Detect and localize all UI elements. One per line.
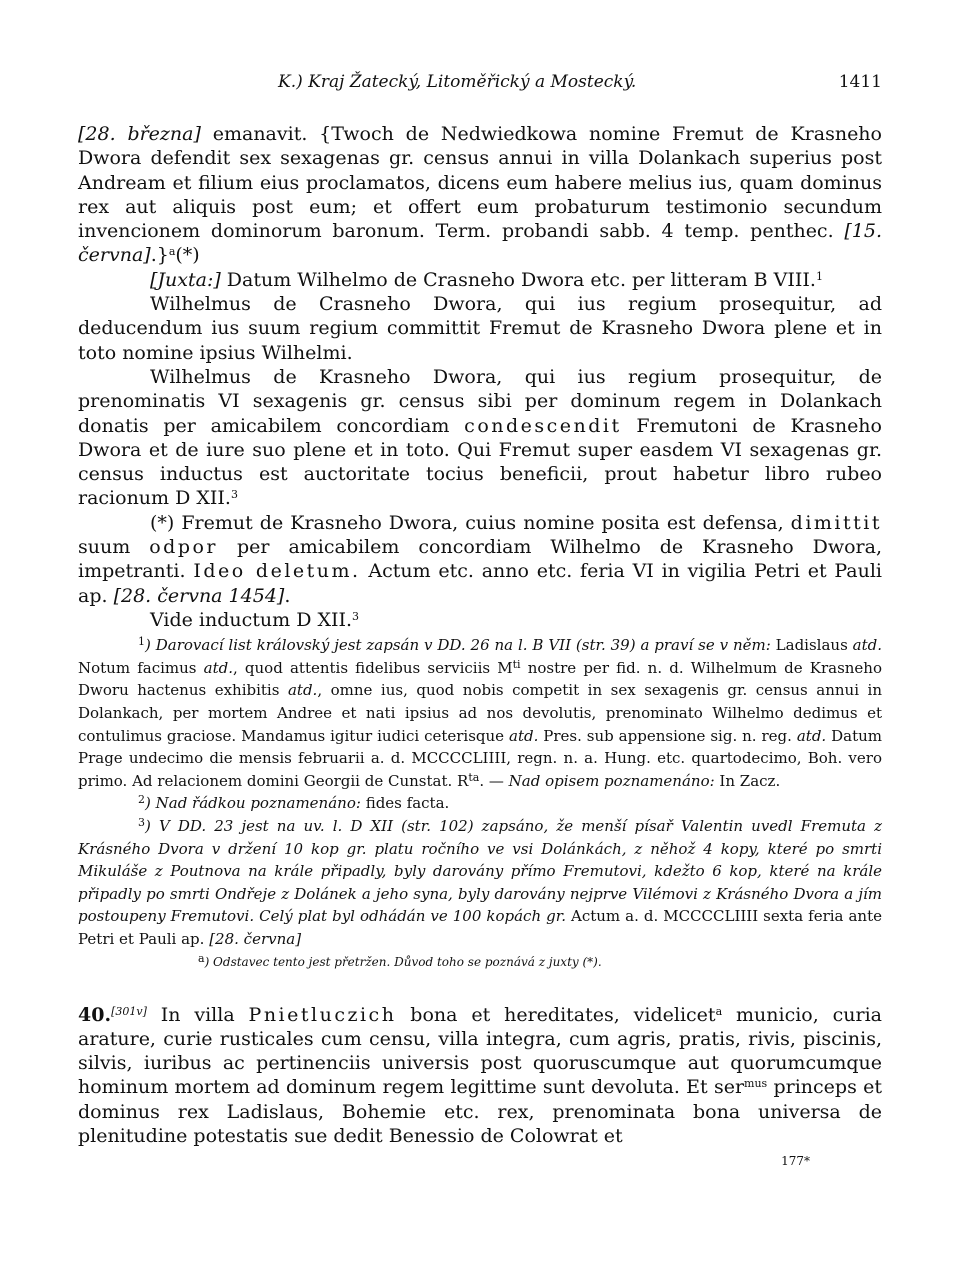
footnote-marker: a (168, 245, 176, 259)
footnote-number: 1 (138, 635, 145, 649)
date-note: [28. června 1454] (113, 584, 285, 607)
main-text (78, 122, 882, 632)
italic-run: atd. (852, 636, 882, 655)
footnote-number: 2 (138, 793, 145, 807)
text-run: , omne ius, quod nobis competit in sex sexagenis gr. census annui in Dolankach, per mortem Andree et nati ipsius ad nos devolutis, prenominato Wilhelmo dedimus et contulimus graciose. Mandamus igitur iudici ceterisque (78, 681, 882, 745)
text-run: Pres. sub appensione sig. n. reg. (538, 726, 797, 745)
page-number: 1411 (838, 72, 882, 92)
paragraph-4 (78, 365, 882, 511)
spaced-word: condescendit (464, 414, 622, 437)
footnote-marker: a (715, 1004, 723, 1018)
text-run: , quod attentis fidelibus serviciis M (233, 658, 513, 677)
italic-run: Nad opisem poznamenáno: (508, 771, 715, 790)
text-run: Datum Prage undecimo die mensis februarii a. d. MCCCCLIIII, regn. n. a. Hung. etc. quartodecimo, Boh. vero primo. Ad relacionem domini Georgii de Cunstat. R (78, 726, 883, 790)
text-run: bona et hereditates, videlicet (396, 1003, 716, 1026)
footnote-a (78, 951, 882, 973)
entry-40 (78, 1003, 882, 1149)
footnote-number: a (198, 951, 205, 965)
text-run: In villa (146, 1003, 249, 1026)
paragraph-2 (78, 268, 882, 292)
text-run: suum (78, 536, 150, 559)
italic-run: atd. (203, 658, 233, 677)
entry-40-text (78, 1003, 882, 1149)
italic-run: [28. června] (209, 929, 302, 948)
text-run: princeps et dominus rex Ladislaus, Bohemie etc. rex, prenominata bona universa de plenitudine potestatis sue dedit Benessio de Colowrat et (78, 1076, 882, 1148)
text-run: .} (150, 244, 169, 267)
date-note: [28. března] (78, 123, 201, 145)
text-run: nostre per fid. n. d. Wilhelmum de Krasneho Dworu hactenus exhibitis (78, 658, 882, 700)
text-run: (*) Fremut de Krasneho Dwora, cuius nomine posita est defensa, (150, 511, 791, 534)
folio-mark: [301v] (111, 1004, 147, 1018)
paragraph-6 (78, 608, 882, 632)
paragraph-1 (78, 122, 882, 268)
spaced-word: Pnietluczich (248, 1003, 397, 1026)
spaced-word: Ideo deletum. (193, 560, 361, 583)
italic-run: atd. (287, 681, 318, 700)
text-run: . (284, 584, 291, 607)
italic-run: ) Darovací list královský jest zapsán v DD. 26 na l. B VII (str. 39) a praví se v něm: (145, 636, 771, 655)
superscript: ta (468, 770, 480, 784)
superscript: ti (512, 657, 521, 671)
text-run: . — (479, 771, 509, 790)
text-run: emanavit. {Twoch de Nedwiedkowa nomine Fremut de Krasneho Dwora defendit sex sexagenas gr. census annui in villa Dolankach superius post Andream et filium eius proclamatos, dicens eum habere melius ius, quam dominus rex aut aliquis post eum; et offert eum probaturum testimonio secundum invencionem dominorum baronum. Term. probandi sabb. 4 temp. penthec. (78, 123, 882, 243)
footnotes (78, 634, 882, 972)
footnote-2 (78, 792, 882, 815)
text-run: Wilhelmus de Krasneho Dwora, qui ius regium prosequitur, de prenominatis VI sexagenis gr. census sibi per dominum regem in Dolankach donatis per amicabilem concordiam (78, 365, 882, 437)
text-run: Notum facimus (78, 658, 204, 677)
running-title: K.) Kraj Žatecký, Litoměřický a Mostecký. (278, 72, 637, 92)
signature-mark: 177* (781, 1154, 810, 1169)
footnote-marker: 3 (352, 609, 360, 623)
entry-number: 40. (78, 1003, 112, 1026)
running-header (78, 72, 882, 102)
italic-run: atd. (509, 726, 539, 745)
text-run: fides facta. (360, 794, 450, 813)
italic-run: ) V DD. 23 jest na uv. l. D XII (str. 102) zapsáno, že menší písař Valentin uvedl Fremuta z Krásného Dvora v držení 10 kop gr. platu ročního ve vsi Dolánkách, z něhož 4 kopy, které po smrti Mikuláše z Poutnova na krále připadly, byly darovány přímo Fremutovi, kdežto 6 kop, které na krále připadly po smrti Ondřeje z Dolánek a jeho syna, byly darovány nejprve Vilémovi z Krásného Dvora a jím postoupeny Fremutovi. Celý plat byl odhádán ve 100 kopách gr. (78, 816, 882, 926)
text-run: per amicabilem concordiam Wilhelmo de Krasneho Dwora, impetranti. (78, 536, 882, 583)
date-note: [15. června] (78, 220, 882, 267)
footnote-1 (78, 634, 882, 792)
paragraph-3: Wilhelmus de Crasneho Dwora, qui ius regium prosequitur, ad deducendum ius suum regium committit Fremut de Krasneho Dwora plene et in toto nomine ipsius Wilhelmi. (78, 293, 882, 364)
footnote-marker: 1 (815, 269, 823, 283)
text-run: Datum Wilhelmo de Crasneho Dwora etc. per litteram B VIII. (220, 268, 816, 291)
footnote-marker: 3 (230, 488, 238, 502)
spaced-word: odpor (149, 536, 219, 559)
text-run: municio, curia arature, curie rusticales cum censu, villa integra, cum agris, pratis, rivis, piscinis, silvis, iuribus ac pertinenciis universis post quoruscumque aut quorumcumque hominum mortem ad dominum regem legittime sunt devoluta. Et ser (78, 1003, 883, 1099)
italic-run: atd. (796, 726, 827, 745)
text-run: Actum etc. anno etc. feria VI in vigilia Petri et Pauli ap. (78, 560, 882, 607)
juxta-label: [Juxta:] (150, 268, 221, 291)
paragraph-5 (78, 511, 882, 608)
text-run: In Zacz. (714, 771, 781, 790)
text-run: Fremutoni de Krasneho Dwora et de iure suo plene et in toto. Qui Fremut super easdem VI sexagenas gr. census inductus est auctoritate tocius beneficii, prout habetur libro rubeo racionum D XII. (78, 414, 882, 510)
text-run: Actum a. d. MCCCCLIIII sexta feria ante Petri et Pauli ap. (78, 907, 882, 948)
text-run: Ladislaus (770, 636, 853, 655)
document-page (78, 72, 882, 1168)
text-run: (*) (175, 244, 200, 267)
spaced-word: dimittit (790, 511, 882, 534)
footnote-3 (78, 815, 882, 951)
italic-run: ) Nad řádkou poznamenáno: (145, 794, 361, 813)
italic-run: ) Odstavec tento jest přetržen. Důvod toho se poznává z juxty (*). (204, 954, 602, 969)
superscript: mus (744, 1077, 768, 1091)
text-run: Vide inductum D XII. (150, 608, 353, 631)
footnote-number: 3 (138, 815, 145, 829)
